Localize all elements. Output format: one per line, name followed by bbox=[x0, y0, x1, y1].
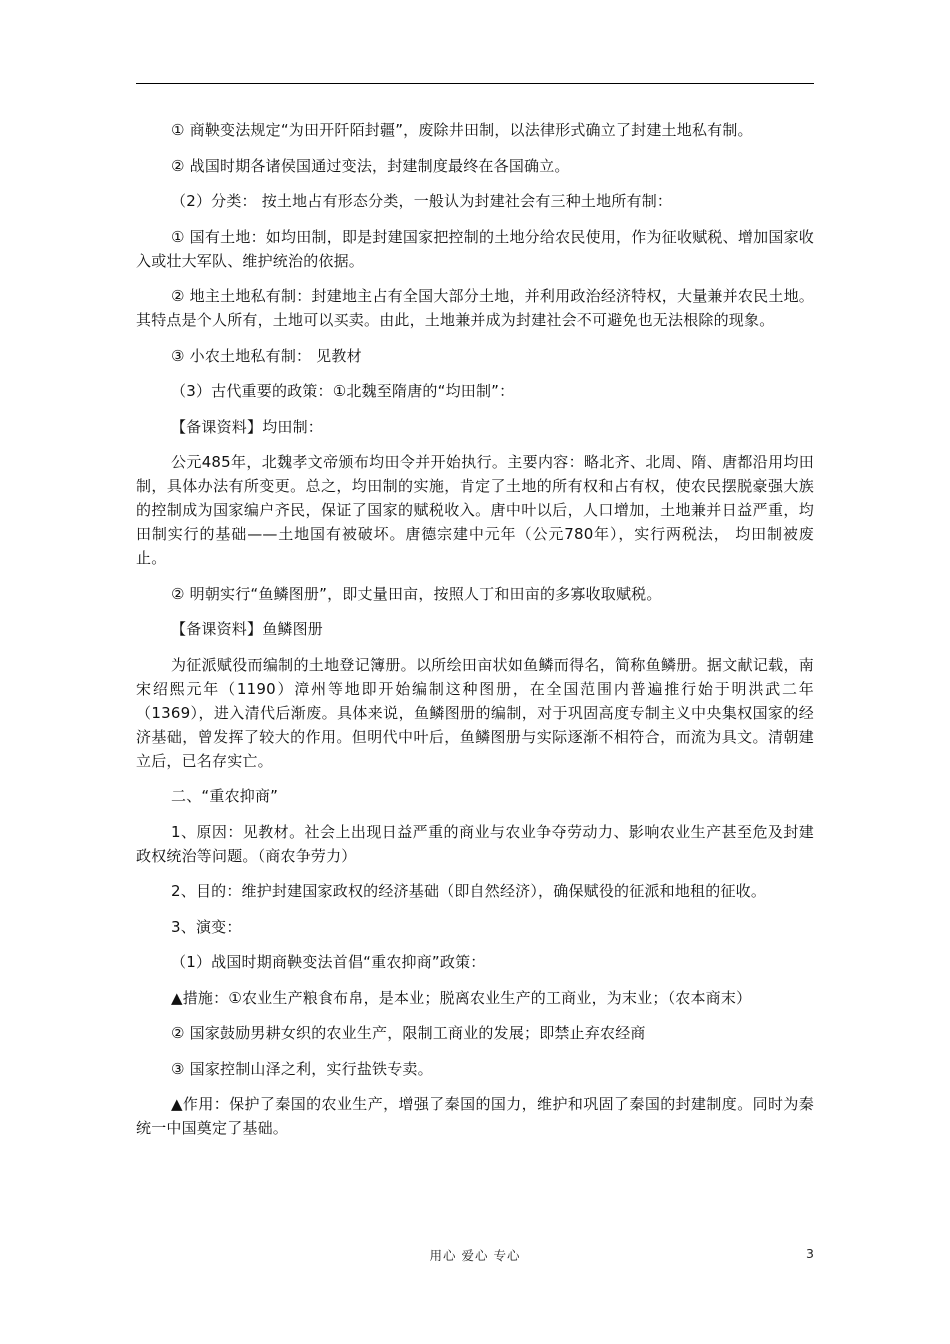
paragraph: ③ 小农土地私有制： 见教材 bbox=[171, 346, 362, 365]
paragraph: （3）古代重要的政策：①北魏至隋唐的“均田制”： bbox=[171, 382, 515, 400]
paragraph: 公元485年，北魏孝文帝颁布均田令并开始执行。主要内容：略北齐、北周、隋、唐都沿用均田制，具体办法有所变更。总之，均田制的实施，肯定了土地的所有权和占有权，使农民摆脱豪强大族的控制成为国家编户齐民，保证了国家的赋税收入。唐中叶以后，人口增加，土地兼并日益严重，均田制实行的基础——土地国有被破坏。唐德宗建中元年（公元780年），实行两税法， 均田制被废止。 bbox=[136, 453, 814, 567]
page-footer bbox=[0, 1246, 950, 1266]
footer-motto: 用心 爱心 专心 bbox=[429, 1248, 521, 1263]
paragraph: 【备课资料】均田制： bbox=[171, 417, 324, 436]
paragraph: 为征派赋役而编制的土地登记簿册。以所绘田亩状如鱼鳞而得名，简称鱼鳞册。据文献记载，南宋绍熙元年（1190）漳州等地即开始编制这种图册，在全国范围内普遍推行始于明洪武二年（1369），进入清代后渐废。具体来说，鱼鳞图册的编制，对于巩固高度专制主义中央集权国家的经济基础，曾发挥了较大的作用。但明代中叶后，鱼鳞图册与实际逐渐不相符合，而流为具文。清朝建立后，已名存实亡。 bbox=[136, 655, 814, 770]
paragraph: ▲措施：①农业生产粮食布帛，是本业；脱离农业生产的工商业，为末业；（农本商末） bbox=[171, 988, 752, 1007]
paragraph: ② 地主土地私有制：封建地主占有全国大部分土地，并利用政治经济特权，大量兼并农民土地。其特点是个人所有，土地可以买卖。由此，土地兼并成为封建社会不可避免也无法根除的现象。 bbox=[136, 287, 814, 329]
page-number: 3 bbox=[806, 1246, 814, 1261]
paragraph: ② 国家鼓励男耕女织的农业生产，限制工商业的发展；即禁止弃农经商 bbox=[171, 1024, 646, 1042]
header-rule bbox=[136, 83, 814, 84]
paragraph: ▲作用：保护了秦国的农业生产，增强了秦国的国力，维护和巩固了秦国的封建制度。同时为秦统一中国奠定了基础。 bbox=[136, 1095, 814, 1137]
paragraph: 二、“重农抑商” bbox=[171, 787, 279, 805]
document-body bbox=[136, 118, 814, 1152]
paragraph: 【备课资料】鱼鳞图册 bbox=[171, 620, 324, 638]
paragraph: ③ 国家控制山泽之利，实行盐铁专卖。 bbox=[171, 1059, 433, 1078]
paragraph: （1）战国时期商鞅变法首倡“重农抑商”政策： bbox=[171, 953, 486, 971]
paragraph: ② 战国时期各诸侯国通过变法，封建制度最终在各国确立。 bbox=[171, 156, 570, 175]
paragraph: ② 明朝实行“鱼鳞图册”，即丈量田亩，按照人丁和田亩的多寡收取赋税。 bbox=[171, 584, 662, 603]
paragraph: ① 商鞅变法规定“为田开阡陌封疆”，废除井田制，以法律形式确立了封建土地私有制。 bbox=[171, 121, 753, 139]
paragraph: 1、原因：见教材。社会上出现日益严重的商业与农业争夺劳动力、影响农业生产甚至危及封建政权统治等问题。（商农争劳力） bbox=[136, 822, 814, 865]
paragraph: 2、目的：维护封建国家政权的经济基础（即自然经济），确保赋役的征派和地租的征收。 bbox=[171, 882, 767, 900]
paragraph: ① 国有土地：如均田制，即是封建国家把控制的土地分给农民使用，作为征收赋税、增加国家收入或壮大军队、维护统治的依据。 bbox=[136, 227, 814, 270]
paragraph: （2）分类： 按土地占有形态分类，一般认为封建社会有三种土地所有制： bbox=[171, 192, 673, 210]
paragraph: 3、演变： bbox=[171, 917, 242, 936]
